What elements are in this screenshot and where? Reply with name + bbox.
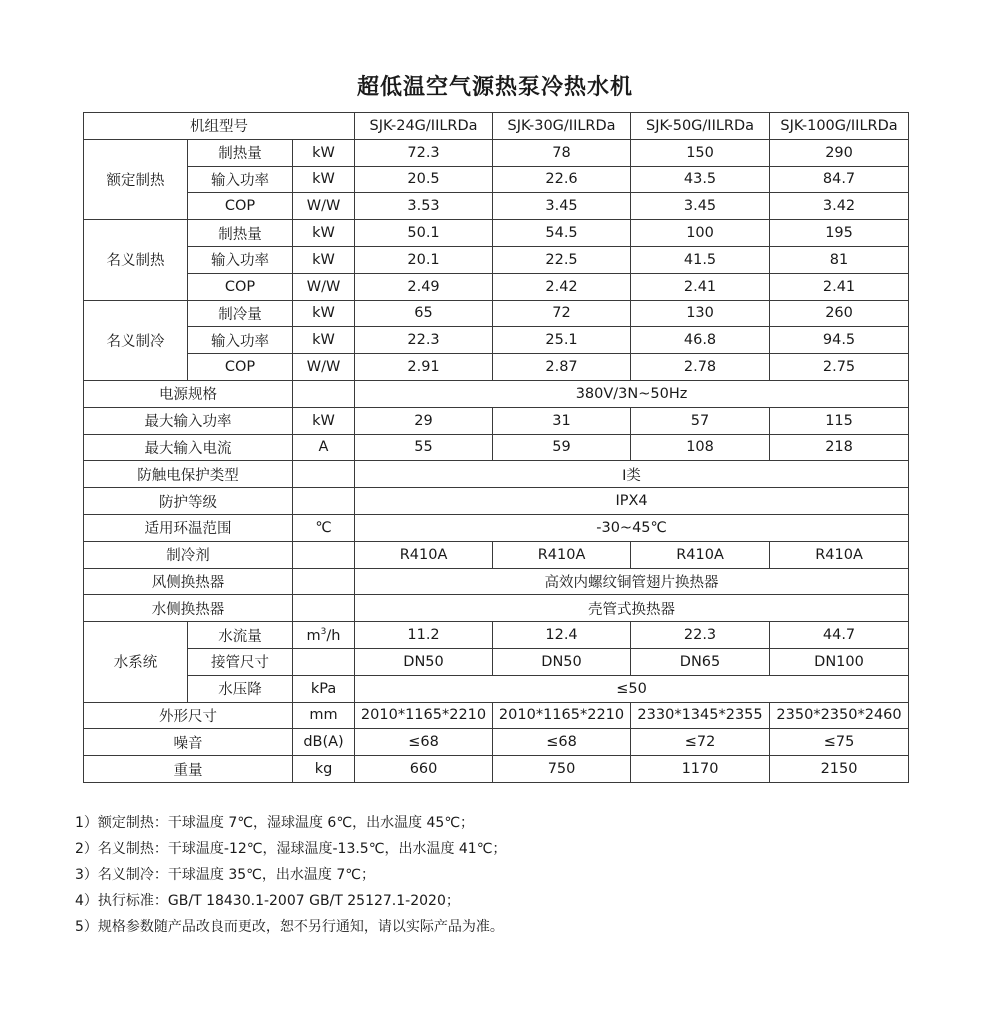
table-row <box>84 139 909 166</box>
value-cell: 78 <box>493 139 631 166</box>
value-cell: 50.1 <box>355 220 493 247</box>
value-cell: 壳管式换热器 <box>355 595 909 622</box>
unit-tail: /h <box>326 627 341 644</box>
unit-cell: kPa <box>293 675 355 702</box>
table-row <box>84 595 909 622</box>
footnotes <box>75 810 506 940</box>
value-cell: 2.78 <box>631 354 770 381</box>
row-label: 重量 <box>84 756 293 783</box>
footnote: 2）名义制热：干球温度-12℃，湿球温度-13.5℃，出水温度 41℃； <box>75 841 507 857</box>
table-row <box>84 514 909 541</box>
unit-cell: kW <box>293 327 355 354</box>
value-cell: DN100 <box>770 648 909 675</box>
value-cell: 3.45 <box>631 193 770 220</box>
value-cell: 2.41 <box>631 273 770 300</box>
item-label: 输入功率 <box>188 327 293 354</box>
unit-cell <box>293 595 355 622</box>
model-name: SJK-50G/IILRDa <box>631 113 770 140</box>
row-label: 防触电保护类型 <box>84 461 293 488</box>
footnote: 1）额定制热：干球温度 7℃，湿球温度 6℃，出水温度 45℃； <box>75 815 475 831</box>
item-label: 输入功率 <box>188 166 293 193</box>
unit-cell: kW <box>293 300 355 327</box>
item-label: 制冷量 <box>188 300 293 327</box>
value-cell: 44.7 <box>770 622 909 649</box>
value-cell: 3.42 <box>770 193 909 220</box>
model-label: 机组型号 <box>84 113 355 140</box>
table-row <box>84 380 909 407</box>
value-cell: 20.1 <box>355 246 493 273</box>
group-label: 水系统 <box>84 622 188 702</box>
row-label: 制冷剂 <box>84 541 293 568</box>
item-label: 水流量 <box>188 622 293 649</box>
table-header-row <box>84 113 909 140</box>
value-cell: 2330*1345*2355 <box>631 702 770 729</box>
value-cell: ≤68 <box>355 729 493 756</box>
value-cell: R410A <box>493 541 631 568</box>
value-cell: 46.8 <box>631 327 770 354</box>
unit-cell: A <box>293 434 355 461</box>
value-cell: 72 <box>493 300 631 327</box>
table-row <box>84 434 909 461</box>
value-cell: 2.87 <box>493 354 631 381</box>
value-cell: R410A <box>770 541 909 568</box>
model-name: SJK-100G/IILRDa <box>770 113 909 140</box>
value-cell: 3.45 <box>493 193 631 220</box>
value-cell: R410A <box>631 541 770 568</box>
table-row <box>84 648 909 675</box>
unit-cell <box>293 568 355 595</box>
table-row <box>84 354 909 381</box>
table-row <box>84 273 909 300</box>
footnote: 3）名义制冷：干球温度 35℃，出水温度 7℃； <box>75 867 375 883</box>
row-label: 适用环温范围 <box>84 514 293 541</box>
table-row <box>84 729 909 756</box>
value-cell: 57 <box>631 407 770 434</box>
value-cell: 55 <box>355 434 493 461</box>
model-name: SJK-24G/IILRDa <box>355 113 493 140</box>
row-label: 噪音 <box>84 729 293 756</box>
value-cell: 43.5 <box>631 166 770 193</box>
row-label: 电源规格 <box>84 380 293 407</box>
value-cell: 115 <box>770 407 909 434</box>
value-cell: R410A <box>355 541 493 568</box>
value-cell: -30~45℃ <box>355 514 909 541</box>
row-label: 风侧换热器 <box>84 568 293 595</box>
table-row <box>84 702 909 729</box>
value-cell: 380V/3N~50Hz <box>355 380 909 407</box>
value-cell: 41.5 <box>631 246 770 273</box>
value-cell: 高效内螺纹铜管翅片换热器 <box>355 568 909 595</box>
value-cell: 12.4 <box>493 622 631 649</box>
unit-superscript: 3 <box>320 626 327 637</box>
value-cell: 2.91 <box>355 354 493 381</box>
row-label: 最大输入电流 <box>84 434 293 461</box>
value-cell: 2350*2350*2460 <box>770 702 909 729</box>
unit-cell: W/W <box>293 354 355 381</box>
table-row <box>84 246 909 273</box>
group-label: 名义制冷 <box>84 300 188 380</box>
row-label: 水侧换热器 <box>84 595 293 622</box>
value-cell: 2.75 <box>770 354 909 381</box>
value-cell: 81 <box>770 246 909 273</box>
value-cell: 660 <box>355 756 493 783</box>
table-row <box>84 220 909 247</box>
value-cell: DN50 <box>355 648 493 675</box>
value-cell: 31 <box>493 407 631 434</box>
value-cell: ≤68 <box>493 729 631 756</box>
unit-cell <box>293 380 355 407</box>
page-title: 超低温空气源热泵冷热水机 <box>356 75 633 100</box>
value-cell: 25.1 <box>493 327 631 354</box>
unit-cell: kW <box>293 139 355 166</box>
value-cell: IPX4 <box>355 488 909 515</box>
footnote: 5）规格参数随产品改良而更改，恕不另行通知，请以实际产品为准。 <box>75 919 504 935</box>
value-cell: 2010*1165*2210 <box>493 702 631 729</box>
value-cell: 218 <box>770 434 909 461</box>
value-cell: 2010*1165*2210 <box>355 702 493 729</box>
value-cell: 2.42 <box>493 273 631 300</box>
value-cell: DN50 <box>493 648 631 675</box>
value-cell: 3.53 <box>355 193 493 220</box>
value-cell: 22.5 <box>493 246 631 273</box>
value-cell: 290 <box>770 139 909 166</box>
value-cell: 22.3 <box>631 622 770 649</box>
table-row <box>84 300 909 327</box>
item-label: 水压降 <box>188 675 293 702</box>
unit-cell: ℃ <box>293 514 355 541</box>
value-cell: ≤72 <box>631 729 770 756</box>
table-row <box>84 327 909 354</box>
table-row <box>84 166 909 193</box>
unit-base: m <box>306 627 321 644</box>
table-row <box>84 622 909 649</box>
value-cell: I类 <box>355 461 909 488</box>
item-label: COP <box>188 273 293 300</box>
unit-cell: kW <box>293 166 355 193</box>
value-cell: 150 <box>631 139 770 166</box>
value-cell: 108 <box>631 434 770 461</box>
item-label: 输入功率 <box>188 246 293 273</box>
row-label: 最大输入功率 <box>84 407 293 434</box>
value-cell: 750 <box>493 756 631 783</box>
value-cell: 130 <box>631 300 770 327</box>
model-name: SJK-30G/IILRDa <box>493 113 631 140</box>
value-cell: 65 <box>355 300 493 327</box>
unit-cell: W/W <box>293 273 355 300</box>
unit-cell: kW <box>293 407 355 434</box>
value-cell: ≤75 <box>770 729 909 756</box>
footnote: 4）执行标准：GB/T 18430.1-2007 GB/T 25127.1-2020； <box>75 893 460 909</box>
value-cell: 2.41 <box>770 273 909 300</box>
table-row <box>84 541 909 568</box>
value-cell: 22.3 <box>355 327 493 354</box>
table-row <box>84 568 909 595</box>
row-label: 防护等级 <box>84 488 293 515</box>
group-label: 额定制热 <box>84 139 188 219</box>
value-cell: 100 <box>631 220 770 247</box>
unit-cell: kW <box>293 246 355 273</box>
unit-cell <box>293 648 355 675</box>
unit-cell: kg <box>293 756 355 783</box>
table-row <box>84 461 909 488</box>
value-cell: 2150 <box>770 756 909 783</box>
spec-table <box>83 112 909 783</box>
value-cell: 260 <box>770 300 909 327</box>
value-cell: 54.5 <box>493 220 631 247</box>
value-cell: 84.7 <box>770 166 909 193</box>
value-cell: 29 <box>355 407 493 434</box>
unit-cell: kW <box>293 220 355 247</box>
value-cell: 195 <box>770 220 909 247</box>
unit-cell <box>293 622 355 649</box>
unit-cell <box>293 541 355 568</box>
value-cell: ≤50 <box>355 675 909 702</box>
table-row <box>84 488 909 515</box>
table-row <box>84 675 909 702</box>
value-cell: 22.6 <box>493 166 631 193</box>
table-row <box>84 407 909 434</box>
unit-cell: W/W <box>293 193 355 220</box>
unit-cell: dB(A) <box>293 729 355 756</box>
value-cell: 11.2 <box>355 622 493 649</box>
value-cell: 72.3 <box>355 139 493 166</box>
unit-cell <box>293 488 355 515</box>
unit-cell: mm <box>293 702 355 729</box>
value-cell: DN65 <box>631 648 770 675</box>
item-label: 制热量 <box>188 220 293 247</box>
unit-cell <box>293 461 355 488</box>
item-label: COP <box>188 354 293 381</box>
table-row <box>84 756 909 783</box>
value-cell: 59 <box>493 434 631 461</box>
value-cell: 1170 <box>631 756 770 783</box>
item-label: 接管尺寸 <box>188 648 293 675</box>
group-label: 名义制热 <box>84 220 188 300</box>
row-label: 外形尺寸 <box>84 702 293 729</box>
item-label: 制热量 <box>188 139 293 166</box>
table-row <box>84 193 909 220</box>
value-cell: 2.49 <box>355 273 493 300</box>
value-cell: 20.5 <box>355 166 493 193</box>
value-cell: 94.5 <box>770 327 909 354</box>
item-label: COP <box>188 193 293 220</box>
